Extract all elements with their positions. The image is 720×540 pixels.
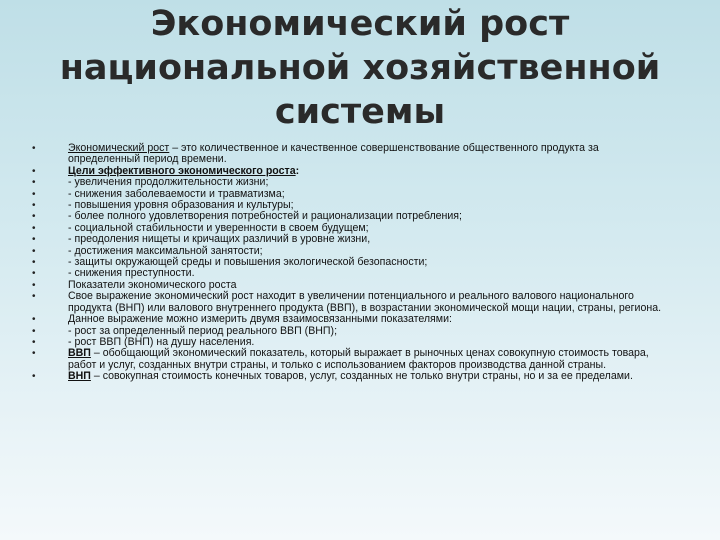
item-text: - снижения заболеваемости и травматизма; (68, 187, 285, 200)
list-item (32, 143, 672, 166)
item-text: - защиты окружающей среды и повышения экологической безопасности; (68, 256, 428, 269)
bullet-icon: • (32, 279, 36, 291)
item-text: Показатели экономического роста (68, 278, 237, 291)
term-underlined: ВНП (68, 370, 91, 383)
bullet-icon: • (32, 200, 36, 212)
bullet-icon: • (32, 325, 36, 337)
item-text: - снижения преступности. (68, 267, 195, 280)
bullet-icon: • (32, 371, 36, 383)
item-text: – совокупная стоимость конечных товаров, услуг, созданных не только внутри страны, но и за ее пределами. (90, 370, 633, 383)
list-item (32, 348, 672, 371)
bullet-icon: • (32, 188, 36, 200)
bullet-icon: • (32, 268, 36, 280)
item-text: Свое выражение экономический рост находит в увеличении потенциального и реального валового национального продукта (ВНП) или валового внутреннего продукта (ВВП), в возрастании экономической мощи нации, страны, региона. (68, 290, 662, 314)
bullet-icon: • (32, 245, 36, 257)
bullet-icon: • (32, 291, 36, 303)
title-line-1: Экономический рост (150, 4, 570, 44)
item-text: – обобщающий экономический показатель, который выражает в рыночных ценах совокупную стоимость товара, работ и услуг, созданных внутри страны, и только с использованием факторов производства данной страны. (68, 347, 649, 371)
item-text: - увеличения продолжительности жизни; (68, 176, 269, 189)
bullet-icon: • (32, 336, 36, 348)
item-text: - повышения уровня образования и культуры; (68, 199, 294, 212)
bullet-icon: • (32, 314, 36, 326)
slide-title (40, 2, 680, 134)
bullet-list (32, 143, 672, 383)
term-underlined: Цели эффективного экономического роста (68, 164, 296, 177)
item-text: - рост за определенный период реального ВВП (ВНП); (68, 324, 338, 337)
list-item (32, 291, 672, 314)
term-underlined: ВВП (68, 347, 91, 360)
item-text: - достижения максимальной занятости; (68, 244, 263, 257)
item-text: - социальной стабильности и уверенности в своем будущем; (68, 221, 369, 234)
title-line-2: национальной хозяйственной (59, 48, 661, 88)
bullet-icon: • (32, 143, 36, 154)
bullet-icon: • (32, 222, 36, 234)
list-item (32, 371, 672, 382)
term-underlined: Экономический рост (68, 142, 170, 154)
title-line-3: системы (274, 92, 446, 132)
bullet-icon: • (32, 211, 36, 223)
bullet-icon: • (32, 257, 36, 269)
item-text: Данное выражение можно измерить двумя взаимосвязанными показателями: (68, 313, 452, 326)
item-text: - более полного удовлетворения потребностей и рационализации потребления; (68, 210, 462, 223)
item-text: - преодоления нищеты и кричащих различий в уровне жизни, (68, 233, 371, 246)
item-text: - рост ВВП (ВНП) на душу населения. (68, 335, 255, 348)
bullet-icon: • (32, 348, 36, 360)
bullet-icon: • (32, 165, 36, 177)
item-text: – это количественное и качественное совершенствование общественного продукта за определенный период времени. (68, 142, 599, 166)
bullet-icon: • (32, 234, 36, 246)
bullet-icon: • (32, 177, 36, 189)
item-text: : (295, 164, 300, 177)
